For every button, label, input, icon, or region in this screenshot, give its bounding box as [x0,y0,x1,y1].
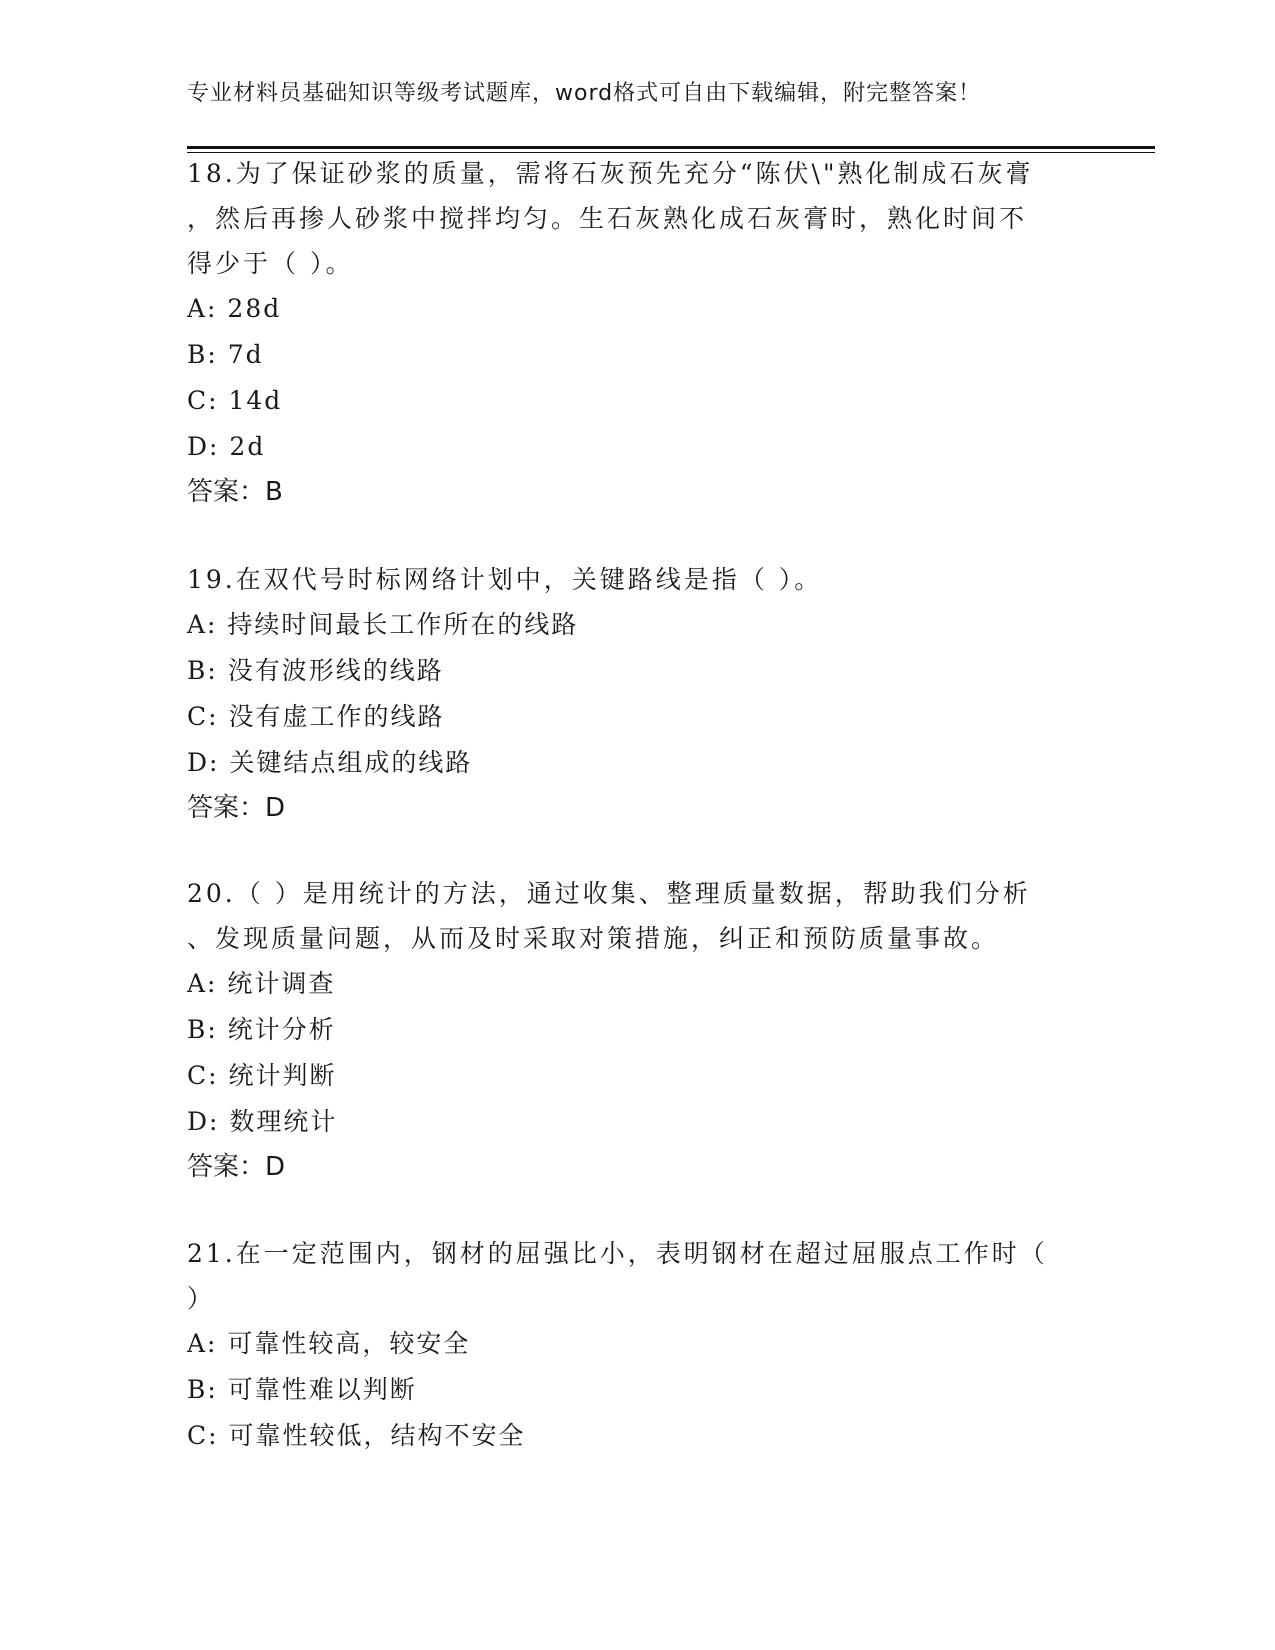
option-d: D: 数理统计 [187,1107,338,1136]
question-20 [187,871,1087,1190]
page-header: 专业材料员基础知识等级考试题库，word格式可自由下载编辑，附完整答案！ [187,81,982,106]
option-d: D: 2d [187,432,266,461]
option-c: C: 可靠性较低，结构不安全 [187,1421,526,1450]
question-text-line: 18.为了保证砂浆的质量，需将石灰预先充分“陈伏\"熟化制成石灰膏 [187,159,1034,188]
question-text-line: 、发现质量问题，从而及时采取对策措施，纠正和预防质量事故。 [187,924,1000,953]
question-19 [187,557,1087,831]
option-d: D: 关键结点组成的线路 [187,748,473,777]
option-b: B: 7d [187,340,264,369]
option-b: B: 统计分析 [187,1015,336,1044]
option-c: C: 14d [187,386,283,415]
option-a: A: 可靠性较高，较安全 [187,1329,471,1358]
question-text-line: 19.在双代号时标网络计划中，关键路线是指（ ）。 [187,565,823,594]
option-c: C: 没有虚工作的线路 [187,702,445,731]
question-text-line: ） [187,1284,216,1313]
question-text-line: ，然后再掺人砂浆中搅拌均匀。生石灰熟化成石灰膏时，熟化时间不 [187,204,1028,233]
question-text-line: 得少于（ ）。 [187,249,354,278]
answer: 答案：D [187,1152,286,1182]
question-text-line: 21.在一定范围内，钢材的屈强比小，表明钢材在超过屈服点工作时（ [187,1239,1048,1268]
question-18 [187,151,1087,515]
header-rule-thick [187,146,1155,149]
option-c: C: 统计判断 [187,1061,337,1090]
answer: 答案：D [187,793,286,823]
option-a: A: 28d [187,294,282,323]
question-text-line: 20.（ ）是用统计的方法，通过收集、整理质量数据，帮助我们分析 [187,879,1031,908]
option-b: B: 可靠性难以判断 [187,1375,417,1404]
option-a: A: 统计调查 [187,969,336,998]
option-b: B: 没有波形线的线路 [187,656,444,685]
option-a: A: 持续时间最长工作所在的线路 [187,610,579,639]
answer: 答案：B [187,477,283,507]
question-21 [187,1231,1087,1459]
